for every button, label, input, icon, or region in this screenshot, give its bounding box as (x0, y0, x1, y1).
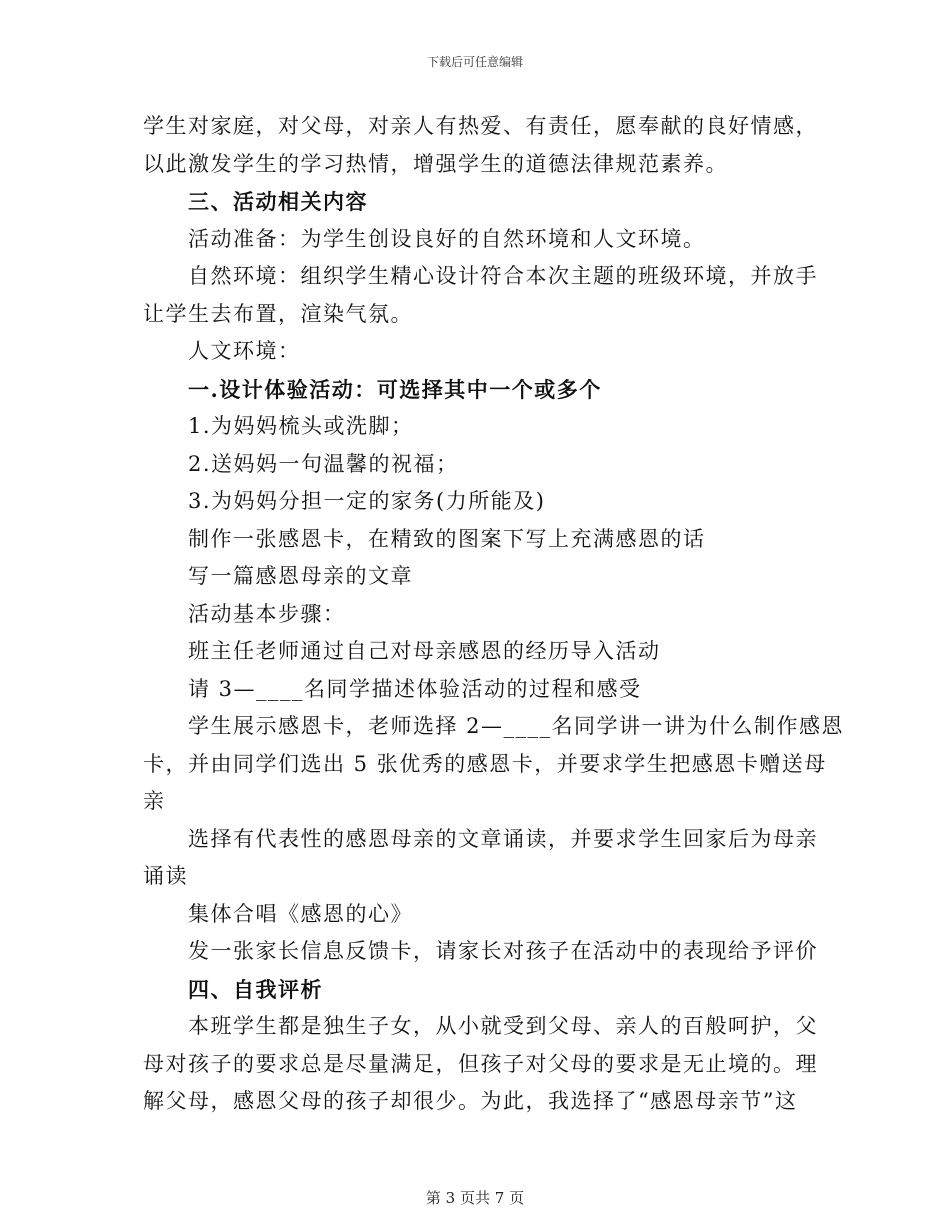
paragraph-line: 集体合唱《感恩的心》 (188, 901, 413, 926)
paragraph-line: 母对孩子的要求总是尽量满足，但孩子对父母的要求是无止境的。理 (143, 1051, 818, 1076)
paragraph-line: 活动准备：为学生创设良好的自然环境和人文环境。 (188, 226, 706, 251)
paragraph-line: 1.为妈妈梳头或洗脚； (188, 414, 414, 438)
document-body (143, 108, 845, 1121)
paragraph-line: 解父母，感恩父母的孩子却很少。为此，我选择了“感恩母亲节”这 (143, 1089, 798, 1113)
paragraph-line: 活动基本步骤： (188, 601, 346, 626)
paragraph-line: 学生展示感恩卡，老师选择 2—____名同学讲一讲为什么制作感恩 (188, 714, 845, 738)
paragraph-line: 诵读 (143, 864, 188, 888)
paragraph-line: 以此激发学生的学习热情，增强学生的道德法律规范素养。 (143, 151, 728, 176)
paragraph-line: 本班学生都是独生子女，从小就受到父母、亲人的百般呵护，父 (188, 1014, 818, 1038)
paragraph-line: 卡，并由同学们选出 5 张优秀的感恩卡，并要求学生把感恩卡赠送母 (143, 751, 827, 776)
paragraph-line: 人文环境： (188, 339, 301, 363)
paragraph-line: 请 3—____名同学描述体验活动的过程和感受 (188, 676, 642, 701)
paragraph-line: 2.送妈妈一句温馨的祝福； (188, 451, 459, 476)
paragraph-line: 班主任老师通过自己对母亲感恩的经历导入活动 (188, 639, 661, 663)
paragraph-line: 3.为妈妈分担一定的家务(力所能及) (188, 489, 546, 513)
page-footer: 第 3 页共 7 页 (425, 1189, 525, 1207)
section-heading: 一.设计体验活动：可选择其中一个或多个 (188, 376, 602, 402)
page-header: 下载后可任意编辑 (426, 55, 523, 69)
paragraph-line: 亲 (143, 789, 166, 813)
paragraph-line: 学生对家庭，对父母，对亲人有热爱、有责任，愿奉献的良好情感， (143, 114, 818, 138)
paragraph-line: 制作一张感恩卡，在精致的图案下写上充满感恩的话 (188, 526, 706, 551)
paragraph-line: 选择有代表性的感恩母亲的文章诵读，并要求学生回家后为母亲 (188, 826, 818, 851)
paragraph-line: 让学生去布置，渲染气氛。 (143, 301, 413, 326)
section-heading: 三、活动相关内容 (188, 189, 368, 214)
section-heading: 四、自我评析 (188, 976, 323, 1002)
paragraph-line: 发一张家长信息反馈卡，请家长对孩子在活动中的表现给予评价 (188, 939, 818, 963)
paragraph-line: 写一篇感恩母亲的文章 (188, 564, 413, 588)
paragraph-line: 自然环境：组织学生精心设计符合本次主题的班级环境，并放手 (188, 264, 818, 288)
